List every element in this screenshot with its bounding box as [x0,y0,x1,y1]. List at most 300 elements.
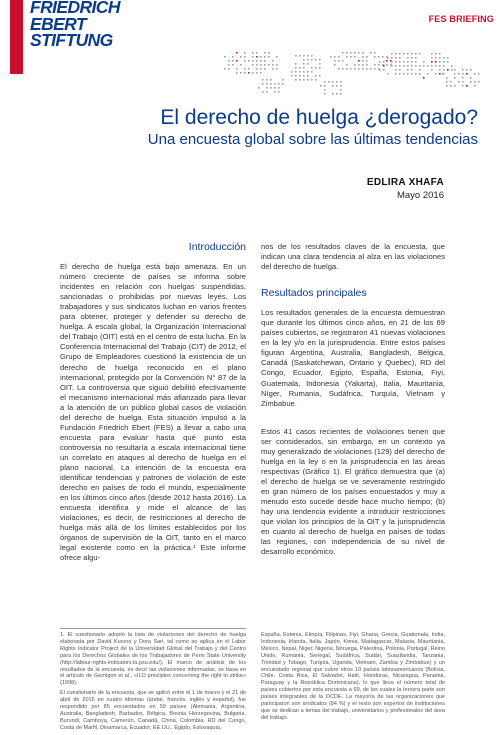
map-dot [244,60,246,62]
map-dot [423,77,425,79]
map-dot [439,61,441,63]
map-dot [383,65,385,67]
fes-logo [10,0,150,74]
map-dot [332,81,334,83]
map-dot [419,69,421,71]
map-dot [419,53,421,55]
map-dot [454,73,456,75]
map-dot [244,52,246,54]
map-dot [350,52,352,54]
map-dot [291,75,293,77]
map-dot [403,73,405,75]
map-dot [268,56,270,58]
map-dot [307,55,309,57]
map-dot [232,64,234,66]
map-dot [423,61,425,63]
map-dot [315,67,317,69]
logo-line-1: FRIEDRICH [30,0,120,17]
map-dot [319,59,321,61]
map-dot [256,64,258,66]
map-dot [278,91,280,93]
map-dot [366,60,368,62]
map-dot [462,81,464,83]
map-dot [374,64,376,66]
map-dot [454,69,456,71]
map-dot [443,65,445,67]
map-dot [378,64,380,66]
map-dot [264,56,266,58]
map-dot [395,57,397,59]
map-dot [362,52,364,54]
map-dot [391,65,393,67]
map-dot [252,64,254,66]
map-dot [295,55,297,57]
map-dot [232,56,234,58]
map-dot [303,71,305,73]
map-dot [354,56,356,58]
map-dot [382,56,384,58]
map-dot [244,72,246,74]
map-dot [403,61,405,63]
map-dot [447,57,449,59]
map-dot [332,85,334,87]
map-dot [328,81,330,83]
map-dot [311,59,313,61]
map-dot [311,55,313,57]
map-dot [415,53,417,55]
map-dot [258,87,260,89]
map-dot [311,71,313,73]
map-dot [350,68,352,70]
map-dot [395,53,397,55]
map-dot [454,85,456,87]
logo-line-3: STIFTUNG [30,30,113,50]
map-dot [260,56,262,58]
page-subtitle: Una encuesta global sobre las últimas tendencias [147,131,478,148]
map-dot [354,68,356,70]
map-dot [340,85,342,87]
map-dot [446,77,448,79]
map-dot [386,60,388,62]
map-dot [446,81,448,83]
series-label: FES BRIEFING [428,14,494,24]
map-dot [435,61,437,63]
map-dot [462,85,464,87]
intro-paragraph: El derecho de huelga está bajo amenaza. En un número creciente de países se informa sobre incidentes en relación con huelgas suspendidas, sancionadas o prohibidas por nuevas leyes. Los trabajadores y sus sindicatos luchan en varios frentes para obtener, proteger y defender su derecho de huelga. A escala global, la Organización Internacional del Trabajo (OIT) está en el centro de esta lucha. En la Conferencia Internacional del Trabajo (CIT) de 2012, el Grupo de Empleadores cuestionó la existencia de un derecho de huelga reconocido en el plano internacional, protegido por la Convención N° 87 de la OIT. La controversia que siguió debilitó efectivamente el mecanismo internacional más afianzado para llevar a la atención de un público global casos de violación del derecho de huelga. Esta situación impulsó a la Fundación Friedrich Ebert (FES) a llevar a cabo una encuesta para evaluar hasta qué punto esta controversia no resultaría a escala internacional tiene un correlato en ataques al derecho de huelga en el plano nacional. La intención de la encuesta era identificar tendencias y patrones de violación de este derecho en países de todo el mundo, especialmente en los últimos cinco años (desde 2012 hasta 2016). La encuesta identifica y mide el alcance de las violaciones, es decir, de restricciones al derecho de huelga más allá de los límites establecidos por los órganos de supervisión de la OIT, tanto en el marco legal existente como en la práctica.¹ Este informe ofrece algu- [60,262,246,563]
map-dot [262,83,264,85]
map-dot [450,85,452,87]
map-dot [268,64,270,66]
map-dot [303,59,305,61]
results-paragraph-1: Los resultados generales de la encuesta demuestran que durante los últimos cinco años, en 21 de los 69 países cubiertos, se registraron 41 nuevas violaciones en la ley y/o en la jurisprudencia. Entre estos países figuran Argentina, Australia, Bangladesh, Bélgica, Canadá (Saskatchewan, Ontario y Quebec), RD del Congo, Ecuador, Egipto, España, Estonia, Fiyi, Guatemala, Indonesia (Yakarta), Italia, Mauritania, Níger, Rumania, Sudáfrica, Turquía, Vietnam y Zimbabue. [261,308,445,408]
map-dot [295,67,297,69]
map-dot [244,68,246,70]
map-dot [240,56,242,58]
map-dot [319,67,321,69]
map-dot [399,57,401,59]
map-dot [299,67,301,69]
map-dot [439,57,441,59]
map-dot [346,68,348,70]
right-column [261,242,445,566]
map-dot [358,60,360,62]
map-dot [378,56,380,58]
map-dot [311,79,313,81]
map-dot [338,60,340,62]
map-dot [319,63,321,65]
map-dot [303,79,305,81]
map-dot [295,75,297,77]
map-dot [303,75,305,77]
map-dot [399,53,401,55]
map-dot [407,61,409,63]
map-dot [411,53,413,55]
map-dot [299,71,301,73]
map-dot [387,73,389,75]
map-dot [419,73,421,75]
map-dot [334,60,336,62]
map-dot [252,56,254,58]
map-dot [260,72,262,74]
map-dot [260,60,262,62]
map-dot [431,57,433,59]
map-dot [362,56,364,58]
map-dot [332,93,334,95]
map-dot [407,57,409,59]
map-dot [295,63,297,65]
map-dot [399,65,401,67]
map-dot [411,57,413,59]
map-dot [370,52,372,54]
map-dot [252,52,254,54]
intro-continuation: nos de los resultados claves de la encuesta, que indican una clara tendencia al alza en las violaciones del derecho de huelga. [261,242,445,272]
map-dot [411,69,413,71]
map-dot [340,89,342,91]
map-dot [319,75,321,77]
map-dot [383,61,385,63]
map-dot [336,85,338,87]
map-dot [260,64,262,66]
map-dot [387,57,389,59]
map-dot [379,61,381,63]
map-dot [262,79,264,81]
map-dot [443,69,445,71]
map-dot [427,65,429,67]
map-dot [435,53,437,55]
map-dot [354,52,356,54]
map-dot [447,69,449,71]
map-dot [236,68,238,70]
map-dot [350,56,352,58]
map-dot [228,68,230,70]
map-dot [274,91,276,93]
map-dot [458,73,460,75]
map-dot [307,79,309,81]
map-dot [270,87,272,89]
map-dot [340,81,342,83]
map-dot [415,61,417,63]
map-dot [232,60,234,62]
map-dot [411,61,413,63]
map-dot [256,56,258,58]
map-dot [370,68,372,70]
map-dot [415,57,417,59]
map-dot [256,68,258,70]
map-dot [236,72,238,74]
map-dot [264,60,266,62]
map-dot [315,59,317,61]
map-dot [403,53,405,55]
map-dot [268,52,270,54]
map-dot [474,73,476,75]
dotted-world-map [210,42,504,102]
map-dot [399,69,401,71]
map-dot [451,69,453,71]
map-dot [346,64,348,66]
map-dot [391,61,393,63]
page-title: El derecho de huelga ¿derogado? [160,106,478,129]
map-dot [336,81,338,83]
map-dot [248,72,250,74]
map-dot [411,65,413,67]
map-dot [407,69,409,71]
map-dot [395,73,397,75]
map-dot [431,61,433,63]
map-dot [391,53,393,55]
map-dot [386,64,388,66]
map-dot [282,83,284,85]
publication-date: Mayo 2016 [396,190,444,201]
map-dot [307,63,309,65]
map-dot [403,65,405,67]
map-dot [266,83,268,85]
map-dot [303,67,305,69]
map-dot [311,67,313,69]
logo-line-2: EBERT [30,13,86,34]
map-dot [342,52,344,54]
map-dot [272,68,274,70]
map-dot [303,63,305,65]
map-dot [474,85,476,87]
map-dot [270,83,272,85]
map-dot [278,83,280,85]
map-dot [374,56,376,58]
map-dot [466,69,468,71]
map-dot [462,69,464,71]
map-dot [338,68,340,70]
map-dot [299,75,301,77]
map-dot [248,60,250,62]
map-dot [330,56,332,58]
map-dot [262,91,264,93]
logo-wordmark [30,0,120,49]
map-dot [346,52,348,54]
map-dot [240,72,242,74]
footnote-2: El cuestionario de la encuesta, que se aplicó entre el 1 de marzo y el 21 de abril de 2016 en cuatro idiomas (árabe, francés, inglés y español), fue respondido por 85 encuestados en 59 países (Alemania, Argentina, Australia, Bangladesh, Barbados, Bélgica, Bosnia Herzegovina, Bulgaria, Burundi, Camboya, Camerún, Canadá, China, Colombia, RD del Congo, Costa de Marfil, Dinamarca, Ecuador, EE.UU., Egipto, Eslovaquia, [60,690,246,731]
map-dot [474,81,476,83]
map-dot [458,81,460,83]
map-dot [407,53,409,55]
map-dot [228,60,230,62]
map-dot [362,64,364,66]
map-dot [470,69,472,71]
map-dot [439,65,441,67]
map-dot [224,56,226,58]
map-dot [315,79,317,81]
author-name: EDLIRA XHAFA [366,177,444,188]
map-dot [278,87,280,89]
map-dot [439,53,441,55]
map-dot [307,59,309,61]
map-dot [478,73,480,75]
map-dot [374,52,376,54]
map-dot [276,68,278,70]
map-dot [274,83,276,85]
map-dot [470,77,472,79]
results-paragraph-2: Estos 41 casos recientes de violaciones tienen que ser considerados, sin embargo, en un contexto ya muy generalizado de violaciones (129) del derecho de huelga en la ley o en la jurisprudencia en las áreas respectivas (Gráfico 1). El gráfico demuestra que (a) el derecho de huelga se ve severamente restringido en gran número de los países encuestados y muy a menudo esto sucede desde hace mucho tiempo; (b) hay una tendencia evidente a introducir restricciones que violan los principios de la OIT y la jurisprudencia en cuanto al derecho de huelga en países de todas las regiones, con independencia de su nivel de desarrollo económico. [261,426,445,557]
map-dot [320,85,322,87]
map-dot [442,73,444,75]
map-dot [240,64,242,66]
map-dot [395,65,397,67]
map-dot [324,93,326,95]
map-dot [462,77,464,79]
map-dot [295,79,297,81]
footnotes-left [60,632,246,735]
map-dot [252,60,254,62]
map-dot [224,68,226,70]
map-dot [244,56,246,58]
map-dot [264,52,266,54]
map-dot [276,64,278,66]
map-dot [431,69,433,71]
map-dot [383,69,385,71]
map-dot [415,65,417,67]
map-dot [256,52,258,54]
map-dot [236,52,238,54]
map-dot [423,65,425,67]
map-dot [446,85,448,87]
map-dot [450,81,452,83]
map-dot [291,71,293,73]
map-dot [399,61,401,63]
map-dot [435,57,437,59]
map-dot [358,68,360,70]
footnotes-right [261,632,445,725]
map-dot [447,61,449,63]
map-dot [407,73,409,75]
map-dot [407,65,409,67]
map-dot [366,68,368,70]
map-dot [435,65,437,67]
footnote-divider [60,628,246,629]
map-dot [451,65,453,67]
map-dot [462,73,464,75]
map-dot [379,69,381,71]
map-dot [342,60,344,62]
map-dot [362,60,364,62]
map-dot [419,65,421,67]
intro-heading: Introducción [188,241,246,253]
map-dot [276,56,278,58]
map-dot [415,73,417,75]
map-dot [236,60,238,62]
map-dot [358,52,360,54]
map-dot [411,73,413,75]
map-dot [334,56,336,58]
map-dot [295,71,297,73]
map-dot [256,60,258,62]
map-dot [272,64,274,66]
map-dot [466,85,468,87]
map-dot [466,73,468,75]
map-dot [439,73,441,75]
map-dot [282,79,284,81]
map-dot [439,69,441,71]
map-dot [248,68,250,70]
map-dot [435,73,437,75]
map-dot [303,55,305,57]
map-dot [264,68,266,70]
map-dot [266,87,268,89]
map-dot [427,73,429,75]
map-dot [324,81,326,83]
map-dot [358,64,360,66]
map-dot [266,91,268,93]
map-dot [338,56,340,58]
map-dot [443,57,445,59]
map-dot [342,68,344,70]
map-dot [307,75,309,77]
map-dot [266,79,268,81]
map-dot [324,89,326,91]
map-dot [264,64,266,66]
map-dot [366,56,368,58]
results-heading: Resultados principales [261,287,367,300]
map-dot [315,75,317,77]
left-column [60,242,246,572]
map-dot [346,56,348,58]
map-dot [391,57,393,59]
map-dot [260,68,262,70]
map-dot [395,61,397,63]
map-dot [362,68,364,70]
map-dot [299,55,301,57]
map-dot [228,64,230,66]
map-dot [270,79,272,81]
map-dot [307,71,309,73]
map-dot [431,53,433,55]
map-dot [399,73,401,75]
map-dot [336,93,338,95]
map-dot [340,93,342,95]
map-dot [256,72,258,74]
map-dot [478,81,480,83]
map-dot [272,60,274,62]
map-dot [395,69,397,71]
map-dot [334,64,336,66]
map-dot [470,81,472,83]
footnote-3: España, Estonia, Etiopía, Filipinas, Fiyi, Ghana, Grecia, Guatemala, India, Indonesia, Irlanda, Italia, Japón, Kenia, Madagascar, Malasia, Mauritania, México, Nepal, Níger, Nigeria, Noruega, Palestina, Polonia, Portugal, Reino Unido, Rumania, Senegal, Sudáfrica, Sudán, Suazilandia, Tanzania, Trinidad y Tobago, Turquía, Uganda, Vietnam, Zambia y Zimbabue) y un encuestado regional que cubre otros 10 países latinoamericanos (Bolivia, Chile, Costa Rica, El Salvador, Haití, Honduras, Nicaragua, Panamá, Paraguay y la República Dominicana), lo que lleva el número total de países cubiertos por esta encuesta a 69, de los cuales la tercera parte son países integrantes de la OCDE. La mayoría de las organizaciones que participaron son sindicatos (84 %) y el resto son expertos de instituciones que se dedican a temas del trabajo, universitarios y profesionales del área del trabajo. [261,632,445,721]
map-dot [324,85,326,87]
map-dot [274,87,276,89]
map-dot [299,79,301,81]
map-dot [431,65,433,67]
logo-red-bar [10,0,23,74]
footnote-1: 1. El cuestionario adoptó la lista de violaciones del derecho de huelga elaborada por David Kucera y Dora Sari, tal como se aplica en el Labor Rights Indicator Project de la Universidad Global del Trabajo y del Centro para los Derechos Globales de los Trabajadores de Penn State University (http://labour-rights-indicators.la.psu.edu/). El marco de análisis de los resultados de la encuesta, es decir las violaciones informadas, se basa en el artículo de Gernigon et al., «ILO principles concerning the right to strike» (1998). [60,632,246,687]
map-dot [354,64,356,66]
map-dot [374,68,376,70]
